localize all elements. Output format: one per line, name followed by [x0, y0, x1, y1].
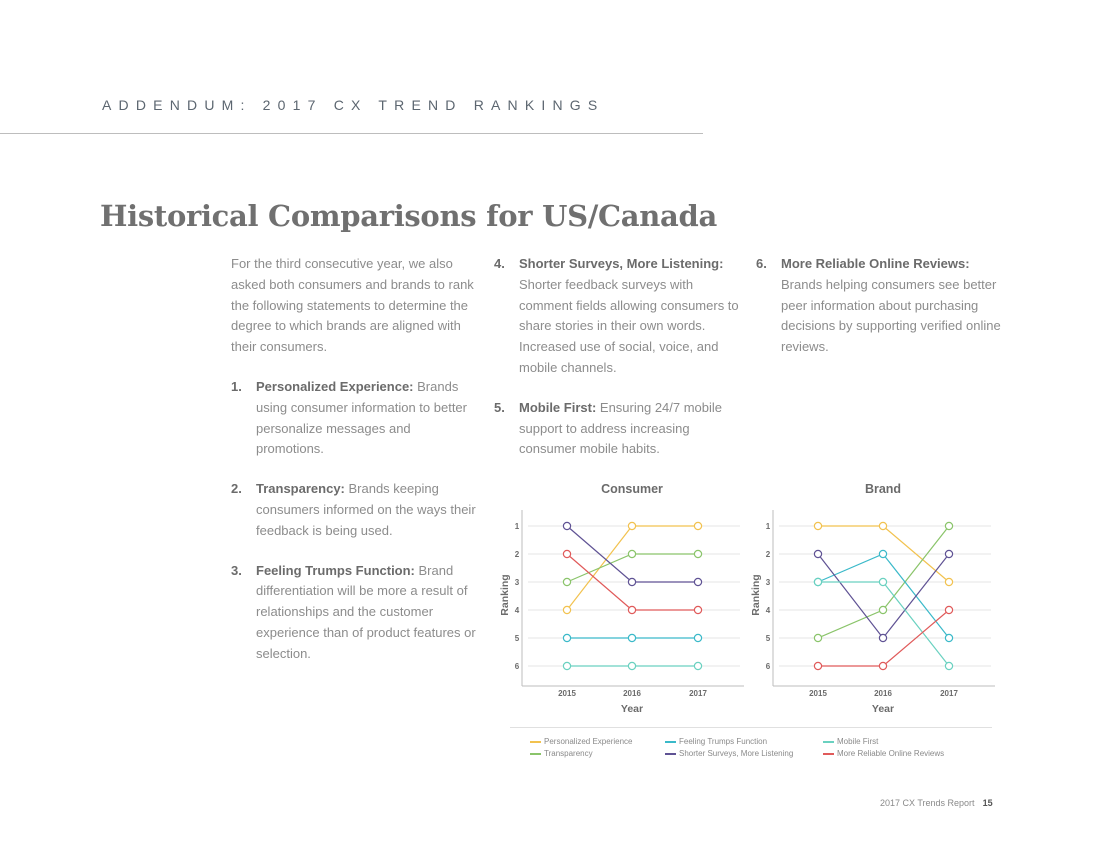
brand-chart-svg: [745, 478, 1005, 718]
text-column-2: [494, 254, 739, 460]
text-column-3: [756, 254, 1006, 358]
list-item-number: 2.: [231, 481, 242, 497]
x-tick-label: 2016: [623, 689, 641, 698]
list-item-title: Personalized Experience:: [256, 378, 414, 394]
list-item-title: Transparency:: [256, 481, 345, 497]
x-tick-label: 2017: [940, 689, 958, 698]
list-item-title: Shorter Surveys, More Listening:: [519, 256, 724, 271]
data-point: [628, 522, 635, 529]
intro-paragraph: For the third consecutive year, we also asked both consumers and brands to rank the following statements to determine the degree to which brands are aligned with their consumers.: [231, 256, 474, 355]
series-line: [818, 554, 949, 638]
list-item-number: 1.: [231, 378, 242, 394]
header-divider: [0, 133, 703, 134]
list-item-number: 5.: [494, 399, 505, 415]
list-item-text: Brands keeping consumers informed on the ways their feedback is being used.: [256, 481, 476, 538]
y-tick-label: 1: [514, 522, 520, 531]
list-item-text: Brand differentiation will be more a result of relationships and the customer experience than of product features or selection.: [256, 562, 476, 661]
data-point: [694, 578, 701, 585]
y-tick-label: 4: [765, 606, 771, 615]
chart-title: Consumer: [601, 482, 663, 496]
data-point: [814, 550, 821, 557]
data-point: [628, 606, 635, 613]
y-tick-label: 2: [514, 550, 520, 559]
legend-swatch: [823, 741, 834, 743]
series-line: [567, 526, 698, 610]
list-item: [756, 254, 1006, 358]
list-item: [231, 561, 476, 665]
legend-swatch: [665, 753, 676, 755]
data-point: [945, 578, 952, 585]
y-tick-label: 5: [514, 634, 520, 643]
list-item: [494, 398, 739, 460]
consumer-chart: [494, 478, 754, 718]
data-point: [628, 550, 635, 557]
brand-chart: [745, 478, 1005, 718]
section-label: ADDENDUM: 2017 CX TREND RANKINGS: [102, 97, 605, 113]
data-point: [879, 634, 886, 641]
chart-title: Brand: [864, 482, 902, 496]
legend-item: [665, 749, 793, 758]
data-point: [814, 578, 821, 585]
y-axis-label: Ranking: [750, 574, 762, 616]
list-item-number: 6.: [756, 256, 767, 271]
series-line: [818, 554, 949, 638]
list-item: [231, 377, 476, 460]
legend-label: More Reliable Online Reviews: [837, 749, 945, 758]
list-item: [231, 479, 476, 541]
list-item-number: 4.: [494, 256, 505, 271]
y-tick-label: 1: [765, 522, 771, 531]
data-point: [945, 634, 952, 641]
series-line: [818, 582, 949, 666]
page-footer: [880, 798, 993, 808]
data-point: [563, 522, 570, 529]
data-point: [563, 578, 570, 585]
y-tick-label: 3: [514, 578, 520, 587]
y-tick-label: 6: [514, 662, 520, 671]
legend-label: Mobile First: [837, 737, 879, 746]
data-point: [814, 522, 821, 529]
x-tick-label: 2015: [558, 689, 576, 698]
page-number: 15: [982, 798, 993, 808]
data-point: [879, 606, 886, 613]
legend-item: [823, 749, 944, 758]
y-tick-label: 6: [765, 662, 771, 671]
series-line: [567, 554, 698, 582]
legend-item: [665, 737, 767, 746]
list-item-text: Brands helping consumers see better peer information about purchasing decisions by supporting verified online reviews.: [781, 276, 1001, 355]
data-point: [945, 606, 952, 613]
list-item-title: Feeling Trumps Function:: [256, 562, 415, 578]
chart-legend: [510, 727, 992, 762]
list-item: [494, 254, 739, 379]
y-tick-label: 4: [514, 606, 520, 615]
data-point: [879, 522, 886, 529]
y-tick-label: 3: [765, 578, 771, 587]
report-name: 2017 CX Trends Report: [880, 798, 975, 808]
data-point: [694, 634, 701, 641]
list-item-number: 3.: [231, 562, 242, 578]
data-point: [563, 634, 570, 641]
data-point: [628, 578, 635, 585]
data-point: [814, 662, 821, 669]
data-point: [694, 522, 701, 529]
data-point: [945, 522, 952, 529]
data-point: [628, 662, 635, 669]
x-tick-label: 2015: [809, 689, 827, 698]
legend-swatch: [530, 741, 541, 743]
data-point: [694, 606, 701, 613]
y-axis-label: Ranking: [499, 574, 511, 616]
legend-item: [530, 737, 633, 746]
data-point: [814, 634, 821, 641]
data-point: [563, 606, 570, 613]
list-item-text: Shorter feedback surveys with comment fields allowing consumers to share stories in their own words. Increased use of social, voice, and mobile channels.: [519, 276, 739, 375]
page-title: Historical Comparisons for US/Canada: [100, 199, 718, 233]
data-point: [945, 662, 952, 669]
legend-item: [530, 749, 593, 758]
legend-item: [823, 737, 878, 746]
legend-label: Transparency: [544, 749, 593, 758]
list-item-text: Ensuring 24/7 mobile support to address increasing consumer mobile habits.: [519, 399, 723, 457]
legend-swatch: [823, 753, 834, 755]
legend-label: Personalized Experience: [544, 737, 633, 746]
data-point: [945, 550, 952, 557]
text-column-1: [231, 254, 476, 665]
x-tick-label: 2016: [874, 689, 892, 698]
consumer-chart-svg: [494, 478, 754, 718]
x-tick-label: 2017: [689, 689, 707, 698]
list-item-title: Mobile First:: [519, 399, 597, 415]
legend-swatch: [665, 741, 676, 743]
list-item-text: Brands using consumer information to better personalize messages and promotions.: [256, 378, 467, 457]
x-axis-label: Year: [871, 703, 895, 715]
legend-label: Feeling Trumps Function: [679, 737, 768, 746]
data-point: [694, 662, 701, 669]
data-point: [563, 550, 570, 557]
y-tick-label: 2: [765, 550, 771, 559]
data-point: [563, 662, 570, 669]
data-point: [879, 550, 886, 557]
y-tick-label: 5: [765, 634, 771, 643]
list-item-title: More Reliable Online Reviews:: [781, 256, 970, 271]
legend-label: Shorter Surveys, More Listening: [679, 749, 794, 758]
data-point: [879, 578, 886, 585]
x-axis-label: Year: [620, 703, 644, 715]
data-point: [628, 634, 635, 641]
data-point: [694, 550, 701, 557]
data-point: [879, 662, 886, 669]
legend-swatch: [530, 753, 541, 755]
